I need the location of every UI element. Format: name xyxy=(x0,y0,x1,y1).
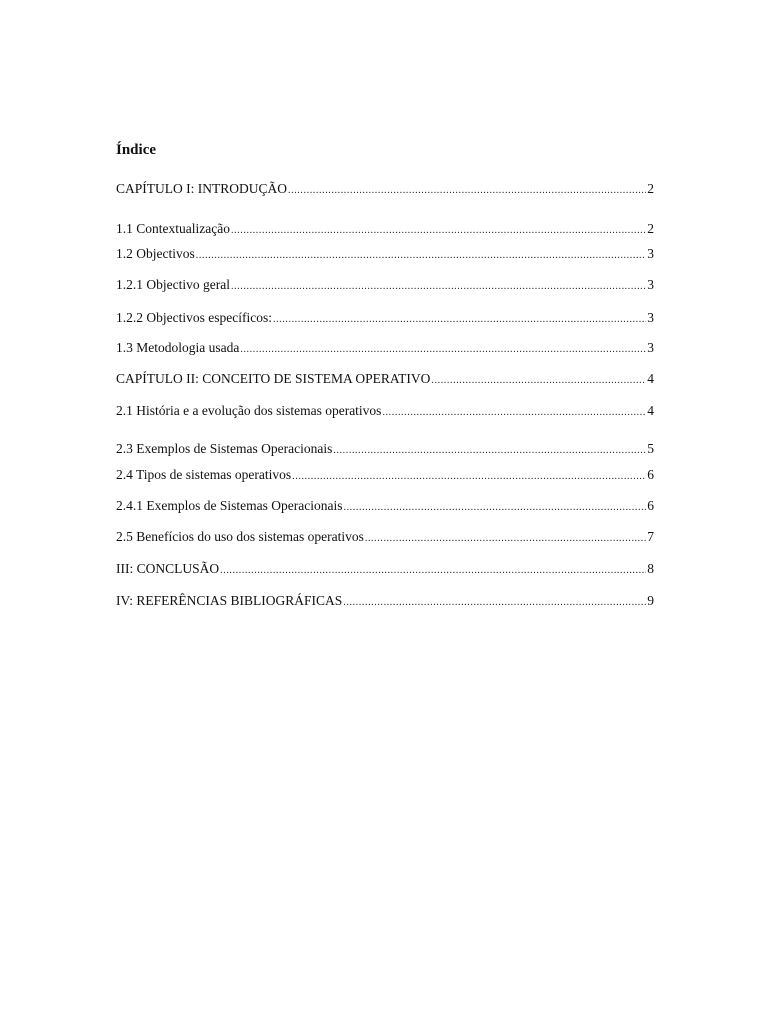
toc-entry-label: 1.3 Metodologia usada xyxy=(116,340,240,355)
toc-entry-page: 2 xyxy=(647,221,654,236)
toc-entry-page: 5 xyxy=(647,441,654,456)
toc-entry-label: 2.5 Benefícios do uso dos sistemas operativos xyxy=(116,529,364,544)
toc-entry[interactable] xyxy=(116,560,654,578)
toc-entry[interactable] xyxy=(116,276,654,294)
toc-dot-leader xyxy=(343,594,646,612)
toc-entry-label: 1.2 Objectivos xyxy=(116,246,195,261)
toc-dot-leader xyxy=(196,247,647,265)
toc-entry[interactable] xyxy=(116,402,654,420)
toc-entry-label: CAPÍTULO II: CONCEITO DE SISTEMA OPERATIVO xyxy=(116,371,431,386)
toc-entry-label: 1.1 Contextualização xyxy=(116,221,230,236)
toc-entry[interactable] xyxy=(116,440,654,458)
toc-dot-leader xyxy=(431,372,646,390)
toc-entry[interactable] xyxy=(116,180,654,198)
toc-entry[interactable] xyxy=(116,309,654,327)
toc-dot-leader xyxy=(231,278,646,296)
toc-entry-page: 7 xyxy=(647,529,654,544)
toc-entry[interactable] xyxy=(116,245,654,263)
toc-entry[interactable] xyxy=(116,466,654,484)
toc-entry-page: 3 xyxy=(647,246,654,261)
toc-title: Índice xyxy=(116,142,157,158)
toc-entry-page: 8 xyxy=(647,561,654,576)
toc-entry-label: 1.2.2 Objectivos específicos: xyxy=(116,310,272,325)
toc-entry-label: 1.2.1 Objectivo geral xyxy=(116,277,230,292)
toc-entry[interactable] xyxy=(116,592,654,610)
toc-entry[interactable] xyxy=(116,220,654,238)
toc-entry-page: 3 xyxy=(647,340,654,355)
toc-dot-leader xyxy=(365,530,646,548)
toc-entry-page: 3 xyxy=(647,277,654,292)
toc-dot-leader xyxy=(333,442,646,460)
toc-entry-page: 4 xyxy=(647,371,654,386)
toc-entry-page: 4 xyxy=(647,403,654,418)
toc-dot-leader xyxy=(292,468,646,486)
toc-entry-label: 2.4 Tipos de sistemas operativos xyxy=(116,467,292,482)
toc-entry-label: CAPÍTULO I: INTRODUÇÃO xyxy=(116,181,287,196)
toc-entry-label: 2.1 História e a evolução dos sistemas operativos xyxy=(116,403,382,418)
toc-entry-page: 6 xyxy=(647,467,654,482)
toc-entry-page: 9 xyxy=(647,593,654,608)
toc-entry[interactable] xyxy=(116,497,654,515)
toc-entry-page: 3 xyxy=(647,310,654,325)
toc-dot-leader xyxy=(220,562,646,580)
toc-dot-leader xyxy=(273,311,646,329)
toc-dot-leader xyxy=(231,222,646,240)
toc-dot-leader xyxy=(343,499,646,517)
toc-entry[interactable] xyxy=(116,370,654,388)
toc-entry-page: 2 xyxy=(647,181,654,196)
toc-entry-label: 2.3 Exemplos de Sistemas Operacionais xyxy=(116,441,333,456)
toc-dot-leader xyxy=(382,404,646,422)
toc-dot-leader xyxy=(240,341,646,359)
toc-entry[interactable] xyxy=(116,528,654,546)
toc-entry-label: 2.4.1 Exemplos de Sistemas Operacionais xyxy=(116,498,343,513)
toc-entry[interactable] xyxy=(116,339,654,357)
toc-entry-page: 6 xyxy=(647,498,654,513)
toc-dot-leader xyxy=(288,182,646,200)
toc-entry-label: III: CONCLUSÃO xyxy=(116,561,220,576)
toc-entry-label: IV: REFERÊNCIAS BIBLIOGRÁFICAS xyxy=(116,593,343,608)
